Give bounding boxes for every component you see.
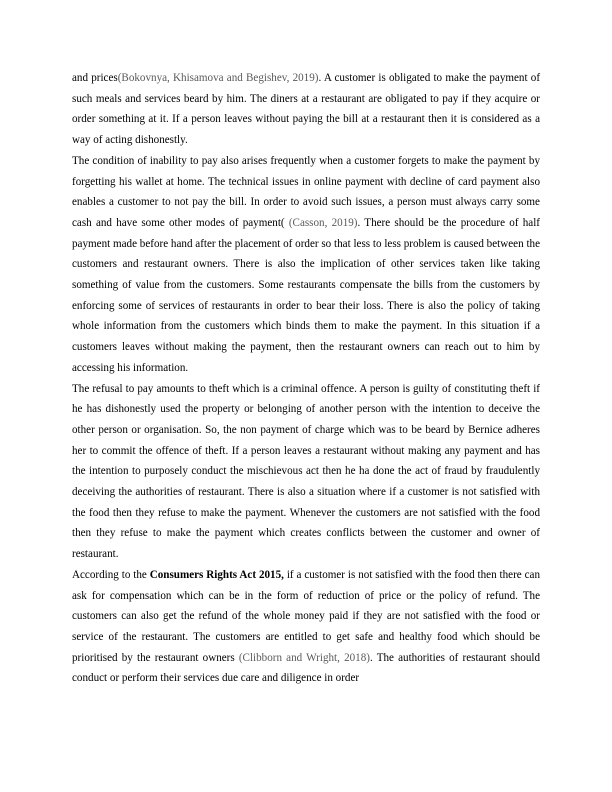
- paragraph-2-text-end: . There should be the procedure of half payment made before hand after the placement of order so that less to less problem is caused between the customers and restaurant owners. There is also the implication of other services taken like taking something of value from the customers. Some restaurants compensate the bills from the customers by enforcing some of services of restaurants in order to bear their loss. There is also the policy of taking whole information from the customers which binds them to make the payment. In this situation if a customers leaves without making the payment, then the restaurant owners can reach out to him by accessing his information.: [72, 216, 540, 374]
- paragraph-2: [72, 151, 540, 379]
- citation-casson: (Casson, 2019): [288, 216, 358, 229]
- paragraph-1-text-start: and prices: [72, 72, 118, 84]
- paragraph-3: The refusal to pay amounts to theft which is a criminal offence. A person is guilty of constituting theft if he has dishonestly used the property or belonging of another person with the intention to deceive the other person or organisation. So, the non payment of charge which was to be beard by Bernice adheres her to commit the offence of theft. If a person leaves a restaurant without making any payment and has the intention to purposely conduct the mischievous act then he ha done the act of fraud by fraudulently deceiving the authorities of restaurant. There is also a situation where if a customer is not satisfied with the food then they refuse to make the payment. Whenever the customers are not satisfied with the food then they refuse to make the payment which creates conflicts between the customer and owner of restaurant.: [72, 382, 540, 561]
- document-page: [72, 68, 540, 689]
- paragraph-1-text-end: . A customer is obligated to make the payment of such meals and services beard by him. The diners at a restaurant are obligated to pay if they acquire or order something at it. If a person leaves without paying the bill at a restaurant then it is considered as a way of acting dishonestly.: [72, 72, 541, 147]
- paragraph-4: [72, 565, 540, 689]
- paragraph-4-text-end: . The authorities of restaurant should conduct or perform their services due care and diligence in order: [72, 651, 540, 685]
- paragraph-4-text-middle: if a customer is not satisfied with the food then there can ask for compensation which can be in the form of reduction of price or the policy of refund. The customers can also get the refund of the whole money paid if they are not satisfied with the food or service of the restaurant. The customers are entitled to get safe and healthy food which should be prioritised by the restaurant owners: [72, 568, 541, 664]
- paragraph-1: [72, 68, 540, 151]
- citation-bokovnya: (Bokovnya, Khisamova and Begishev, 2019): [117, 72, 319, 84]
- paragraph-2-text-start: The condition of inability to pay also arises frequently when a customer forgets to make the payment by forgetting his wallet at home. The technical issues in online payment with decline of card payment also enables a customer to not pay the bill. In order to avoid such issues, a person must always carry some cash and have some other modes of payment(: [72, 154, 540, 229]
- paragraph-4-text-start: According to the: [72, 568, 150, 581]
- citation-clibborn: (Clibborn and Wright, 2018): [238, 651, 370, 664]
- act-name: Consumers Rights Act 2015,: [149, 568, 284, 581]
